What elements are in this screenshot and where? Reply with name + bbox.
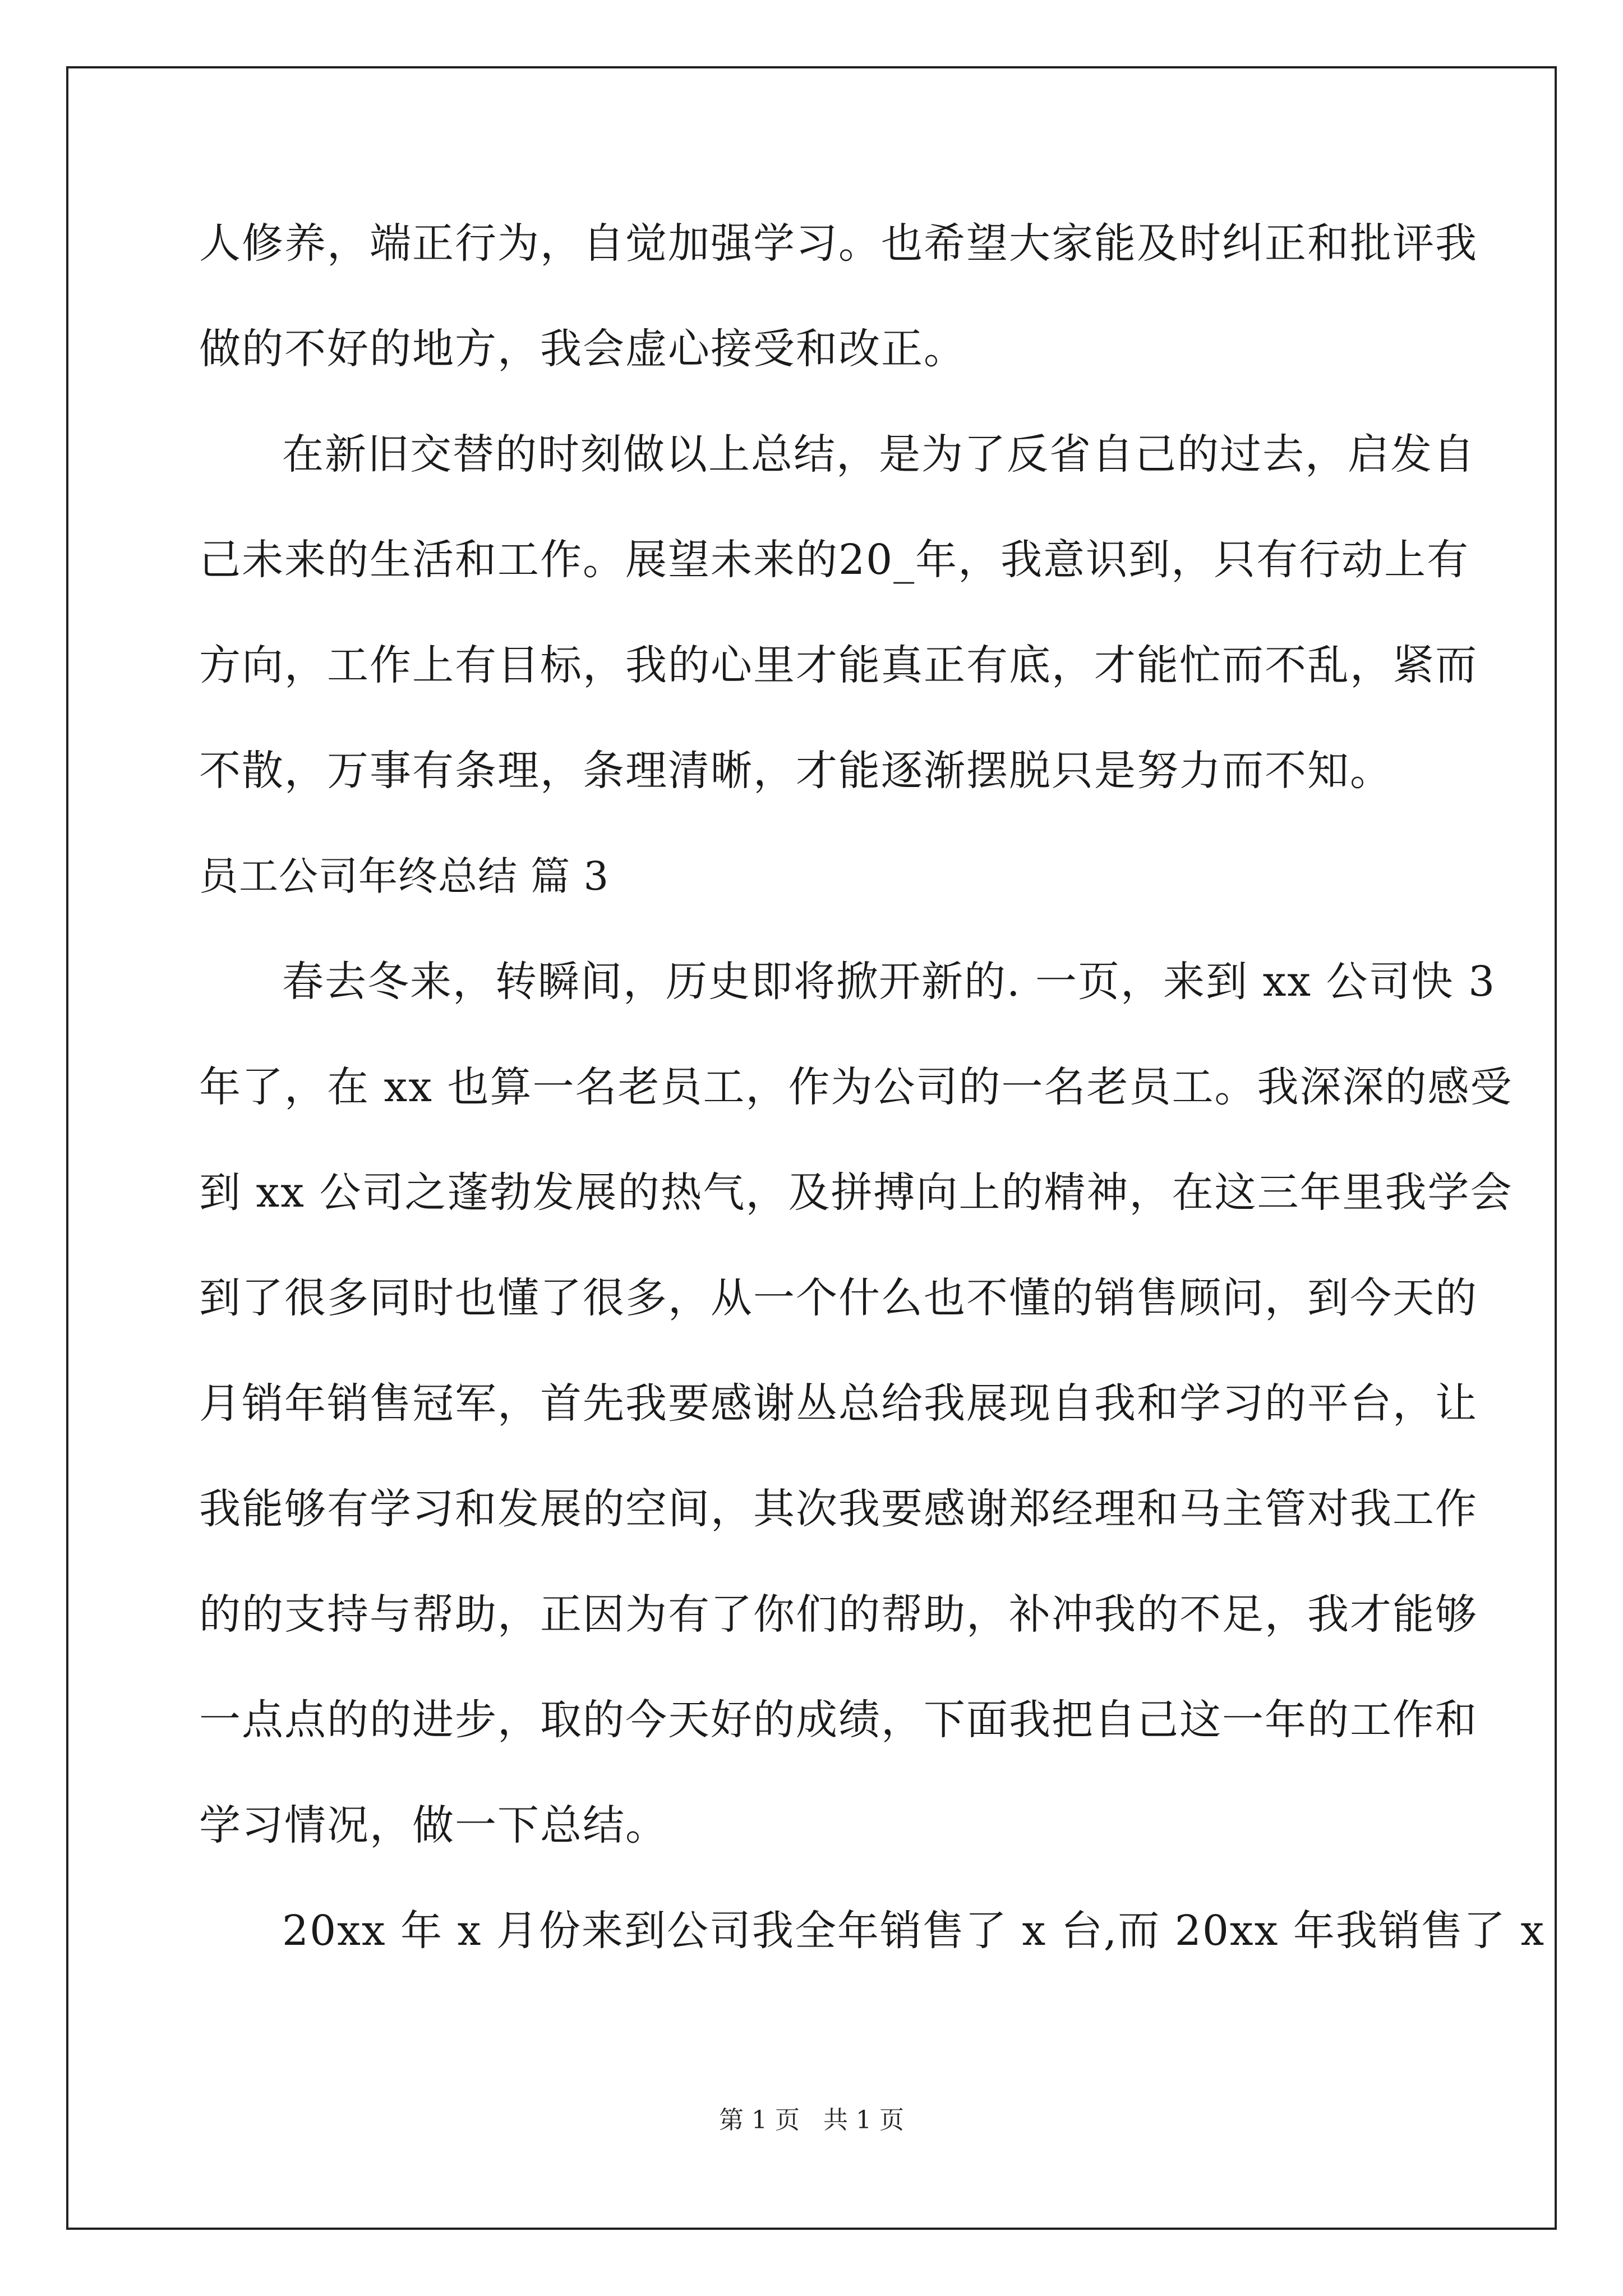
- document-body: [199, 191, 1546, 1984]
- text-line: 月销年销售冠军，首先我要感谢丛总给我展现自我和学习的平台，让: [199, 1379, 1478, 1428]
- text-line: 人修养，端正行为，自觉加强学习。也希望大家能及时纠正和批评我: [199, 219, 1478, 268]
- text-line: 到了很多同时也懂了很多，从一个什么也不懂的销售顾问，到今天的: [199, 1274, 1478, 1322]
- page-total: 共 1 页: [823, 2106, 904, 2134]
- text-line: 春去冬来，转瞬间，历史即将掀开新的. 一页，来到 xx 公司快 3: [282, 958, 1496, 1006]
- page-number: 第 1 页: [719, 2106, 800, 2134]
- text-line: 我能够有学习和发展的空间，其次我要感谢郑经理和马主管对我工作: [199, 1485, 1478, 1533]
- text-line: 不散，万事有条理，条理清晰，才能逐渐摆脱只是努力而不知。: [199, 747, 1393, 795]
- text-line: 方向，工作上有目标，我的心里才能真正有底，才能忙而不乱，紧而: [199, 641, 1478, 689]
- text-line: 的的支持与帮助，正因为有了你们的帮助，补冲我的不足，我才能够: [199, 1590, 1478, 1639]
- text-line: 在新旧交替的时刻做以上总结，是为了反省自己的过去，启发自: [282, 430, 1476, 478]
- text-line: 一点点的的进步，取的今天好的成绩，下面我把自己这一年的工作和: [199, 1696, 1478, 1744]
- section-heading: 员工公司年终总结 篇 3: [199, 853, 610, 899]
- text-line: 20xx 年 x 月份来到公司我全年销售了 x 台,而 20xx 年我销售了 x: [282, 1907, 1546, 1955]
- text-line: 学习情况，做一下总结。: [199, 1801, 668, 1849]
- text-line: 己未来的生活和工作。展望未来的20_年，我意识到，只有行动上有: [199, 536, 1470, 584]
- page-footer: [0, 2104, 1623, 2137]
- text-line: 年了，在 xx 也算一名老员工，作为公司的一名老员工。我深深的感受: [199, 1063, 1513, 1111]
- text-line: 到 xx 公司之蓬勃发展的热气，及拼搏向上的精神，在这三年里我学会: [199, 1168, 1513, 1217]
- text-line: 做的不好的地方，我会虚心接受和改正。: [199, 325, 966, 373]
